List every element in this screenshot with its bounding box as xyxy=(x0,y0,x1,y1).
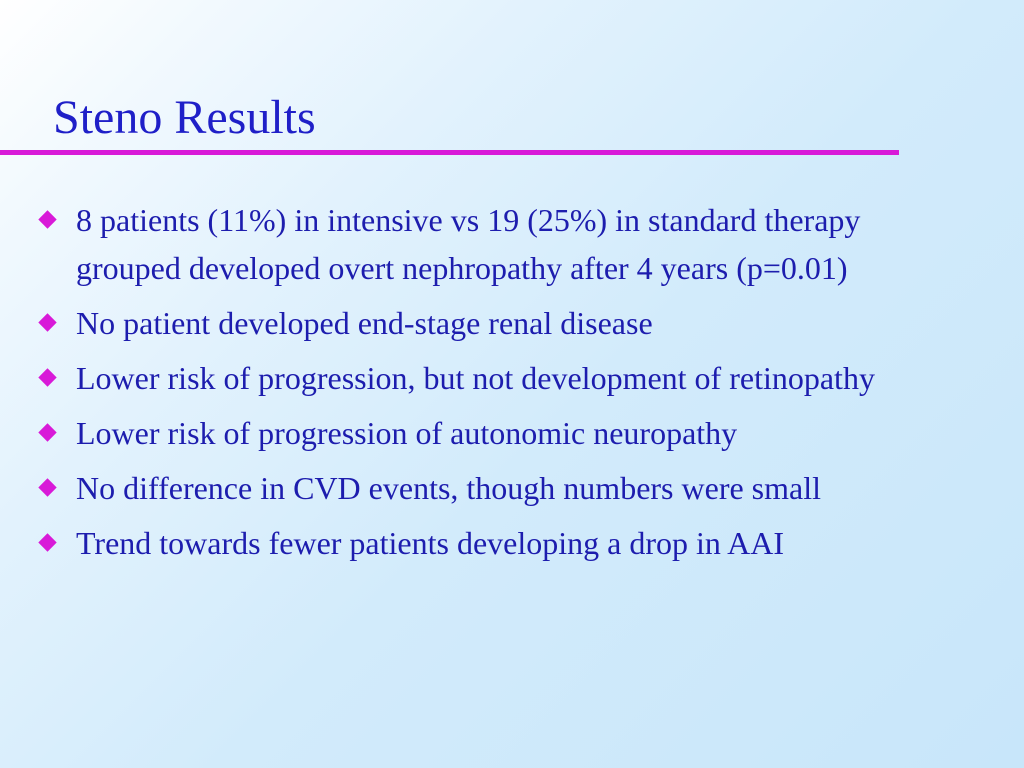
bullet-text: 8 patients (11%) in intensive vs 19 (25%) in standard therapy grouped developed overt nephropathy after 4 years (p=0.01) xyxy=(76,202,861,286)
diamond-bullet-icon xyxy=(38,533,56,551)
bullet-item xyxy=(36,196,966,292)
bullet-text: No patient developed end-stage renal disease xyxy=(76,305,653,341)
diamond-bullet-icon xyxy=(38,313,56,331)
bullet-text: Lower risk of progression of autonomic neuropathy xyxy=(76,415,738,451)
bullet-text: Trend towards fewer patients developing a drop in AAI xyxy=(76,525,784,561)
diamond-bullet-icon xyxy=(38,210,56,228)
diamond-bullet-icon xyxy=(38,478,56,496)
title-underline xyxy=(0,150,899,155)
bullet-item xyxy=(36,409,966,457)
bullet-item xyxy=(36,354,966,402)
bullet-list xyxy=(36,196,966,574)
bullet-text: Lower risk of progression, but not development of retinopathy xyxy=(76,360,875,396)
diamond-bullet-icon xyxy=(38,423,56,441)
slide-title: Steno Results xyxy=(53,91,316,144)
bullet-item xyxy=(36,464,966,512)
bullet-text: No difference in CVD events, though numbers were small xyxy=(76,470,821,506)
bullet-item xyxy=(36,519,966,567)
bullet-item xyxy=(36,299,966,347)
diamond-bullet-icon xyxy=(38,368,56,386)
